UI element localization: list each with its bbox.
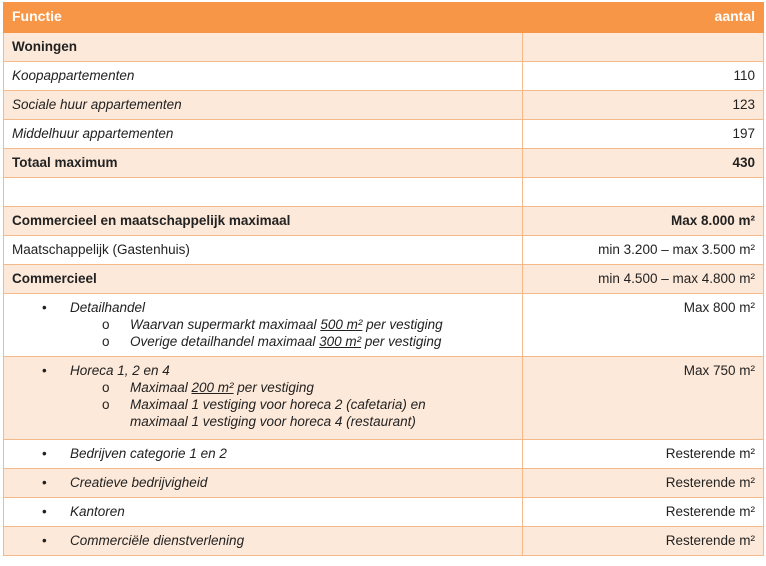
header-aantal: aantal — [523, 3, 764, 33]
empty-cell-right — [523, 178, 764, 207]
list-item — [12, 316, 514, 333]
kantoren-value: Resterende m² — [523, 498, 764, 527]
maatschappelijk-value: min 3.200 – max 3.500 m² — [523, 236, 764, 265]
dienstverlening-label: Commerciële dienstverlening — [70, 533, 245, 548]
function-table — [3, 2, 764, 556]
sub-item-text: Maximaal 1 vestiging voor horeca 2 (cafetaria) en maximaal 1 vestiging voor horeca 4 (restaurant) — [130, 397, 426, 429]
middel-label: Middelhuur appartementen — [4, 120, 523, 149]
row-dienstverlening — [4, 527, 764, 556]
horeca-cell — [4, 357, 523, 440]
horeca-value: Max 750 m² — [523, 357, 764, 440]
sub-item-text: Maximaal 200 m² per vestiging — [130, 380, 314, 395]
underlined-amount: 500 m² — [320, 317, 363, 332]
row-maatschappelijk — [4, 236, 764, 265]
koop-label: Koopappartementen — [4, 62, 523, 91]
horeca-label: Horeca 1, 2 en 4 — [70, 363, 170, 378]
creatief-label: Creatieve bedrijvigheid — [70, 475, 208, 490]
bedrijven-value: Resterende m² — [523, 440, 764, 469]
bullet-icon: • — [42, 533, 47, 548]
middel-value: 197 — [523, 120, 764, 149]
dienstverlening-value: Resterende m² — [523, 527, 764, 556]
bullet-icon: • — [42, 363, 47, 378]
empty-cell-left — [4, 178, 523, 207]
creatief-value: Resterende m² — [523, 469, 764, 498]
sub-bullet-icon: o — [102, 317, 110, 332]
woningen-value — [523, 33, 764, 62]
sociale-label: Sociale huur appartementen — [4, 91, 523, 120]
header-row — [4, 3, 764, 33]
list-item — [12, 333, 514, 350]
kantoren-cell — [4, 498, 523, 527]
list-item — [12, 474, 514, 491]
list-item — [12, 445, 514, 462]
list-item — [12, 396, 514, 430]
row-bedrijven — [4, 440, 764, 469]
header-functie: Functie — [4, 3, 523, 33]
underlined-amount: 300 m² — [319, 334, 362, 349]
commercieel-maatschappelijk-value: Max 8.000 m² — [523, 207, 764, 236]
commercieel-value: min 4.500 – max 4.800 m² — [523, 265, 764, 294]
commercieel-label: Commercieel — [4, 265, 523, 294]
bullet-icon: • — [42, 475, 47, 490]
row-detailhandel — [4, 294, 764, 357]
row-commercieel — [4, 265, 764, 294]
bedrijven-cell — [4, 440, 523, 469]
list-item — [12, 532, 514, 549]
row-kantoren — [4, 498, 764, 527]
underlined-amount: 200 m² — [191, 380, 234, 395]
row-middel — [4, 120, 764, 149]
sub-bullet-icon: o — [102, 380, 110, 395]
list-item — [12, 503, 514, 520]
detailhandel-cell — [4, 294, 523, 357]
kantoren-label: Kantoren — [70, 504, 125, 519]
row-commercieel-maatschappelijk — [4, 207, 764, 236]
row-sociale — [4, 91, 764, 120]
bullet-icon: • — [42, 504, 47, 519]
sub-item-text: Waarvan supermarkt maximaal 500 m² per vestiging — [130, 317, 443, 332]
sociale-value: 123 — [523, 91, 764, 120]
detailhandel-label: Detailhandel — [70, 300, 146, 315]
row-woningen — [4, 33, 764, 62]
sub-item-text: Overige detailhandel maximaal 300 m² per vestiging — [130, 334, 442, 349]
row-koop — [4, 62, 764, 91]
creatief-cell — [4, 469, 523, 498]
totaal-value: 430 — [523, 149, 764, 178]
sub-bullet-icon: o — [102, 397, 110, 412]
row-horeca — [4, 357, 764, 440]
list-item — [12, 299, 514, 316]
bullet-icon: • — [42, 300, 47, 315]
sub-bullet-icon: o — [102, 334, 110, 349]
woningen-label: Woningen — [4, 33, 523, 62]
dienstverlening-cell — [4, 527, 523, 556]
list-item — [12, 362, 514, 379]
maatschappelijk-label: Maatschappelijk (Gastenhuis) — [4, 236, 523, 265]
totaal-label: Totaal maximum — [4, 149, 523, 178]
detailhandel-value: Max 800 m² — [523, 294, 764, 357]
bedrijven-label: Bedrijven categorie 1 en 2 — [70, 446, 227, 461]
bullet-icon: • — [42, 446, 47, 461]
row-empty — [4, 178, 764, 207]
koop-value: 110 — [523, 62, 764, 91]
row-totaal — [4, 149, 764, 178]
row-creatief — [4, 469, 764, 498]
list-item — [12, 379, 514, 396]
commercieel-maatschappelijk-label: Commercieel en maatschappelijk maximaal — [4, 207, 523, 236]
